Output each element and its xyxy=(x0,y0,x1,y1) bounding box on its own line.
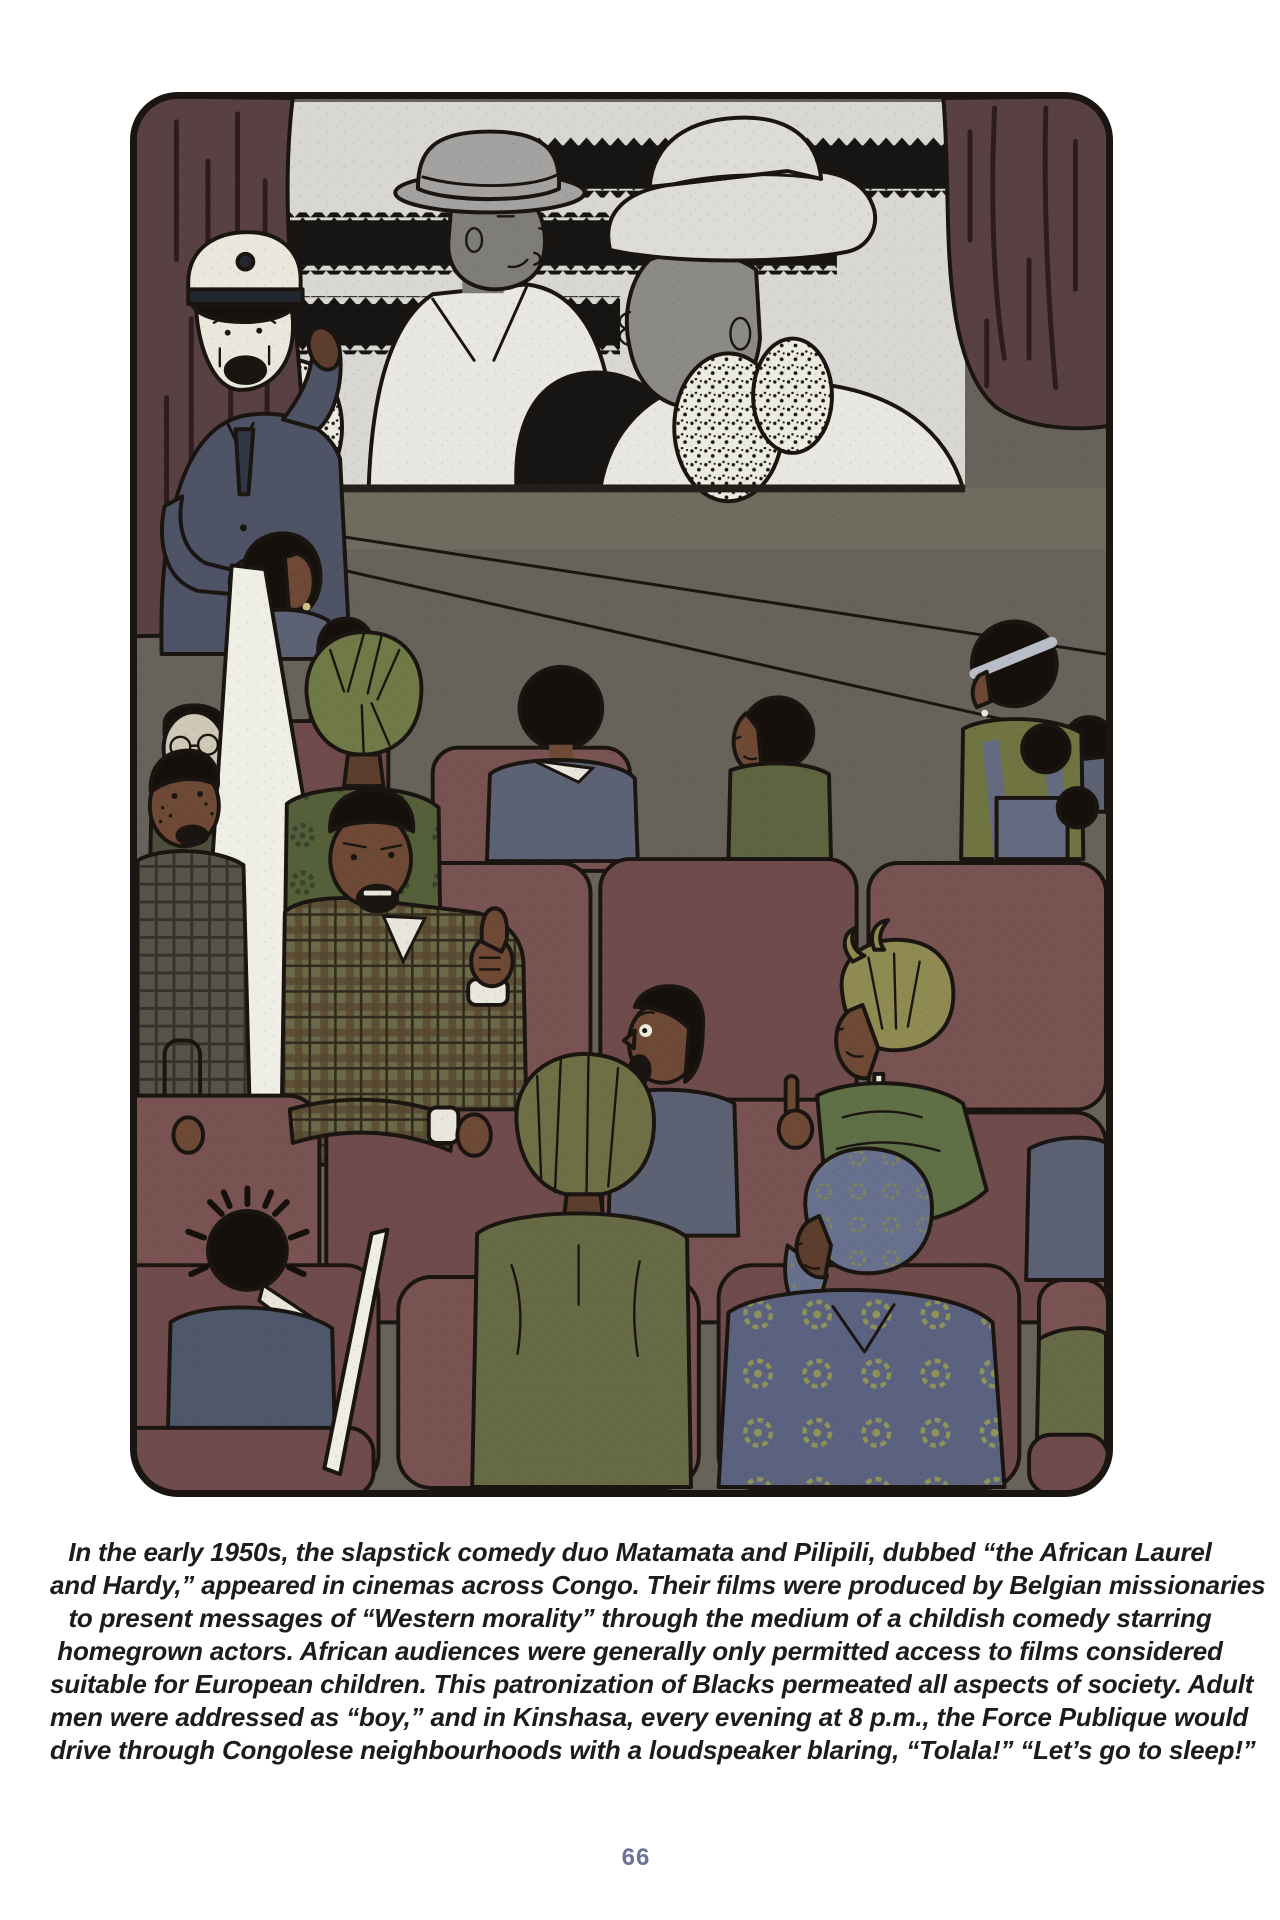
print-grain-overlay xyxy=(137,102,1106,1487)
caption xyxy=(50,1536,1266,1767)
caption-line: In the early 1950s, the slapstick comedy duo Matamata and Pilipili, dubbed “the African Laurel xyxy=(68,1537,1212,1567)
cinema-illustration xyxy=(137,99,1106,1490)
caption-line: men were addressed as “boy,” and in Kinshasa, every evening at 8 p.m., the Force Publique would xyxy=(50,1702,1249,1732)
caption-line: homegrown actors. African audiences were generally only permitted access to films considered xyxy=(57,1636,1223,1666)
caption-line: drive through Congolese neighbourhoods with a loudspeaker blaring, “Tolala!” “Let’s go to sleep!” xyxy=(50,1735,1256,1765)
caption-line: suitable for European children. This patronization of Blacks permeated all aspects of society. Adult xyxy=(50,1669,1254,1699)
caption-line: to present messages of “Western morality” through the medium of a childish comedy starring xyxy=(68,1603,1212,1633)
comic-panel xyxy=(130,92,1113,1497)
caption-line: and Hardy,” appeared in cinemas across Congo. Their films were produced by Belgian missionaries xyxy=(50,1570,1266,1600)
page-number: 66 xyxy=(621,1844,651,1871)
